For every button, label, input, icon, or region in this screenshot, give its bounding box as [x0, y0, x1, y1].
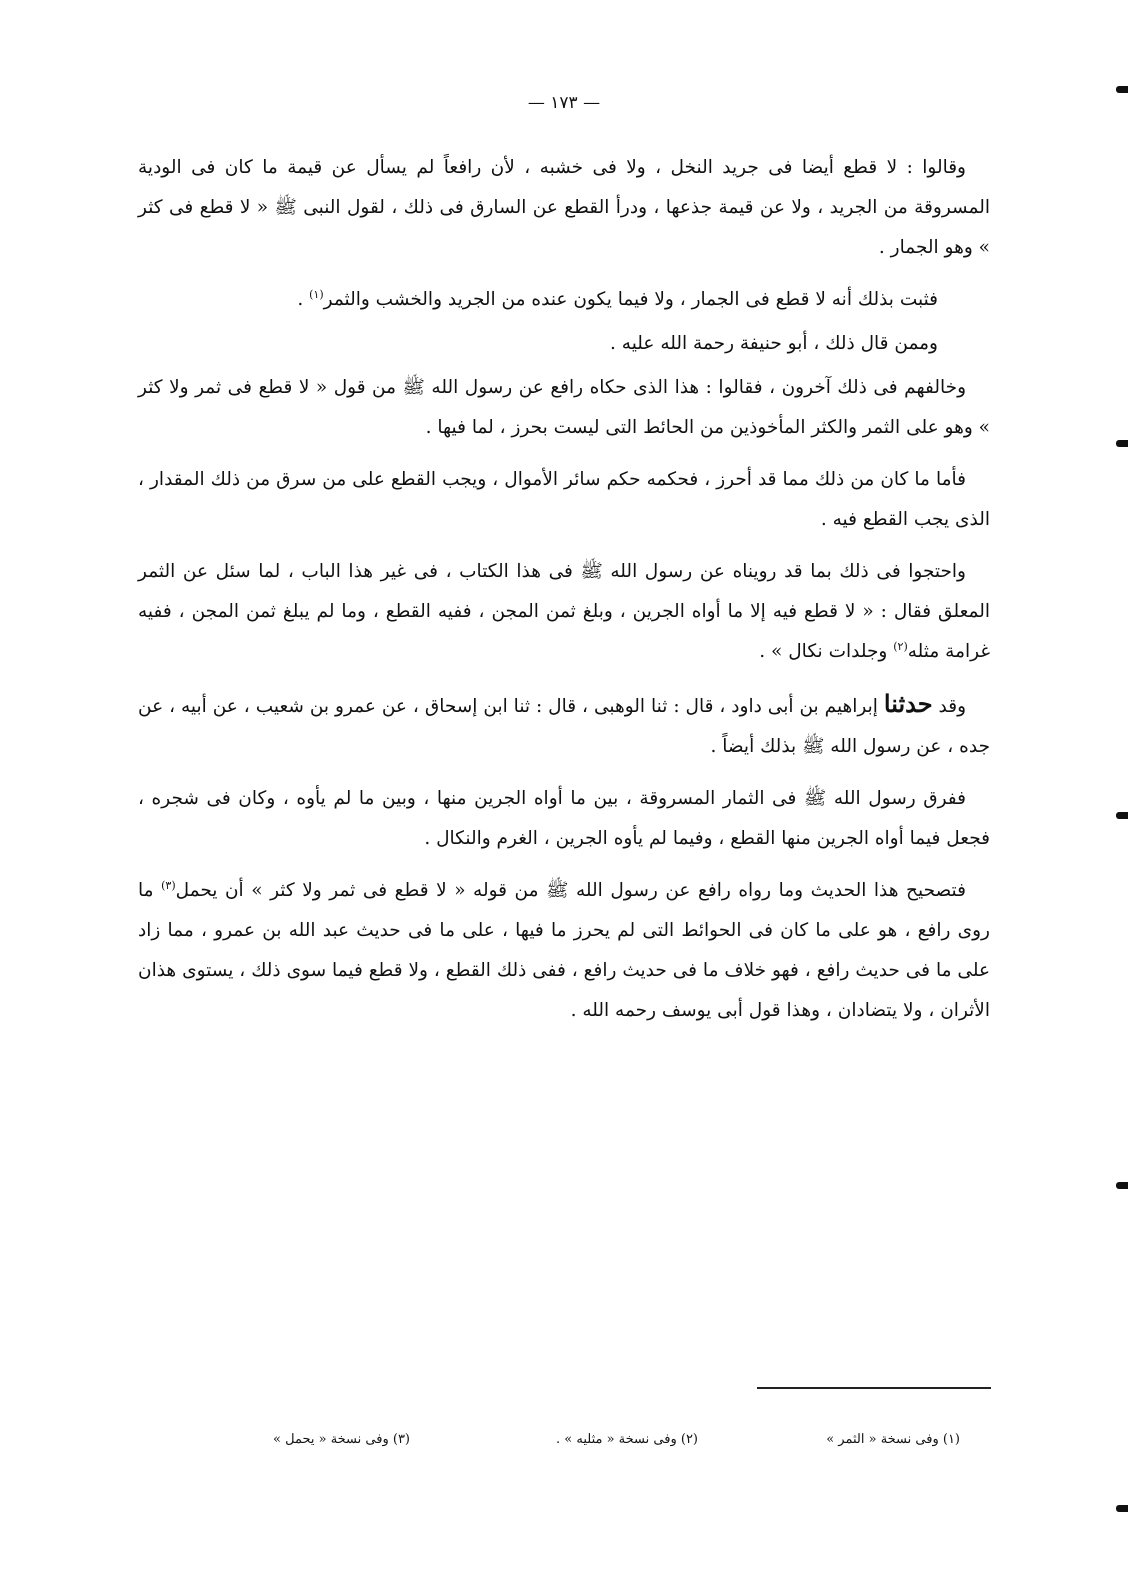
- paragraph: [138, 684, 990, 767]
- paragraph-text: وجلدات نكال » .: [759, 641, 894, 662]
- footnotes: [230, 1432, 960, 1456]
- body-text: [138, 148, 990, 1043]
- paragraph-text: وقد: [932, 696, 966, 717]
- footnote-separator: [757, 1387, 991, 1389]
- footnote: (١) وفى نسخة « الثمر »: [826, 1432, 960, 1447]
- scan-edge-mark: [1116, 1182, 1128, 1189]
- paragraph: [138, 324, 990, 364]
- paragraph-text: وخالفهم فى ذلك آخرون ، فقالوا : هذا الذى حكاه رافع عن رسول الله ﷺ من قول « لا قطع فى ثمر ولا كثر » وهو على الثمر والكثر المأخوذين من الحائط التى ليست بحرز ، لما فيها .: [138, 377, 990, 438]
- paragraph: [138, 552, 990, 672]
- scan-edge-mark: [1116, 1505, 1128, 1512]
- scan-edge-mark: [1116, 812, 1128, 819]
- footnote: (٢) وفى نسخة « مثليه » .: [556, 1432, 698, 1447]
- paragraph: [138, 368, 990, 448]
- scan-edge-mark: [1116, 86, 1128, 93]
- footnote-ref: (٢): [893, 639, 908, 653]
- scan-edge-mark: [1116, 440, 1128, 447]
- footnote-ref: (١): [309, 287, 324, 301]
- paragraph-text: فتصحيح هذا الحديث وما رواه رافع عن رسول الله ﷺ من قوله « لا قطع فى ثمر ولا كثر » أن يحمل: [175, 880, 966, 901]
- paragraph: [138, 779, 990, 859]
- paragraph-text: واحتجوا فى ذلك بما قد رويناه عن رسول الله ﷺ فى هذا الكتاب ، فى غير هذا الباب ، لما سئل عن الثمر المعلق فقال : « لا قطع فيه إلا ما أواه الجرين ، وبلغ ثمن المجن ، ففيه القطع ، وما لم يبلغ ثمن المجن ، ففيه غرامة مثله: [138, 561, 990, 662]
- paragraph: [138, 280, 990, 320]
- page-number: — ١٧٣ —: [527, 93, 601, 113]
- paragraph: [138, 871, 990, 1031]
- paragraph-text: وقالوا : لا قطع أيضا فى جريد النخل ، ولا فى خشبه ، لأن رافعاً لم يسأل عن قيمة ما كان فى الودية المسروقة من الجريد ، ولا عن قيمة جذعها ، ودرأ القطع عن السارق فى ذلك ، لقول النبى ﷺ « لا قطع فى كثر » وهو الجمار .: [138, 157, 990, 258]
- paragraph-text: فثبت بذلك أنه لا قطع فى الجمار ، ولا فيما يكون عنده من الجريد والخشب والثمر: [323, 289, 938, 310]
- emphasized-word: حدثنا: [883, 689, 933, 718]
- paragraph-text: ففرق رسول الله ﷺ فى الثمار المسروقة ، بين ما أواه الجرين منها ، وبين ما لم يأوه ، وكان فى شجره ، فجعل فيما أواه الجرين منها القطع ، وفيما لم يأوه الجرين ، الغرم والنكال .: [138, 788, 990, 849]
- paragraph-text: ما روى رافع ، هو على ما كان فى الحوائط التى لم يحرز ما فيها ، على ما فى حديث عبد الله بن عمرو ، مما زاد على ما فى حديث رافع ، فهو خلاف ما فى حديث رافع ، ففى ذلك القطع ، ولا قطع فيما سوى ذلك ، يستوى هذان الأثران ، ولا يتضادان ، وهذا قول أبى يوسف رحمه الله .: [138, 880, 990, 1021]
- paragraph-text: فأما ما كان من ذلك مما قد أحرز ، فحكمه حكم سائر الأموال ، ويجب القطع على من سرق من ذلك المقدار ، الذى يجب القطع فيه .: [138, 469, 990, 530]
- footnote: (٣) وفى نسخة « يحمل »: [273, 1432, 410, 1447]
- paragraph-text: إبراهيم بن أبى داود ، قال : ثنا الوهبى ، قال : ثنا ابن إسحاق ، عن عمرو بن شعيب ، عن أبيه ، عن جده ، عن رسول الله ﷺ بذلك أيضاً .: [138, 696, 990, 757]
- paragraph: [138, 148, 990, 268]
- paragraph: [138, 460, 990, 540]
- paragraph-text: وممن قال ذلك ، أبو حنيفة رحمة الله عليه .: [610, 333, 938, 354]
- paragraph-text: .: [297, 289, 310, 310]
- footnote-ref: (٣): [161, 878, 176, 892]
